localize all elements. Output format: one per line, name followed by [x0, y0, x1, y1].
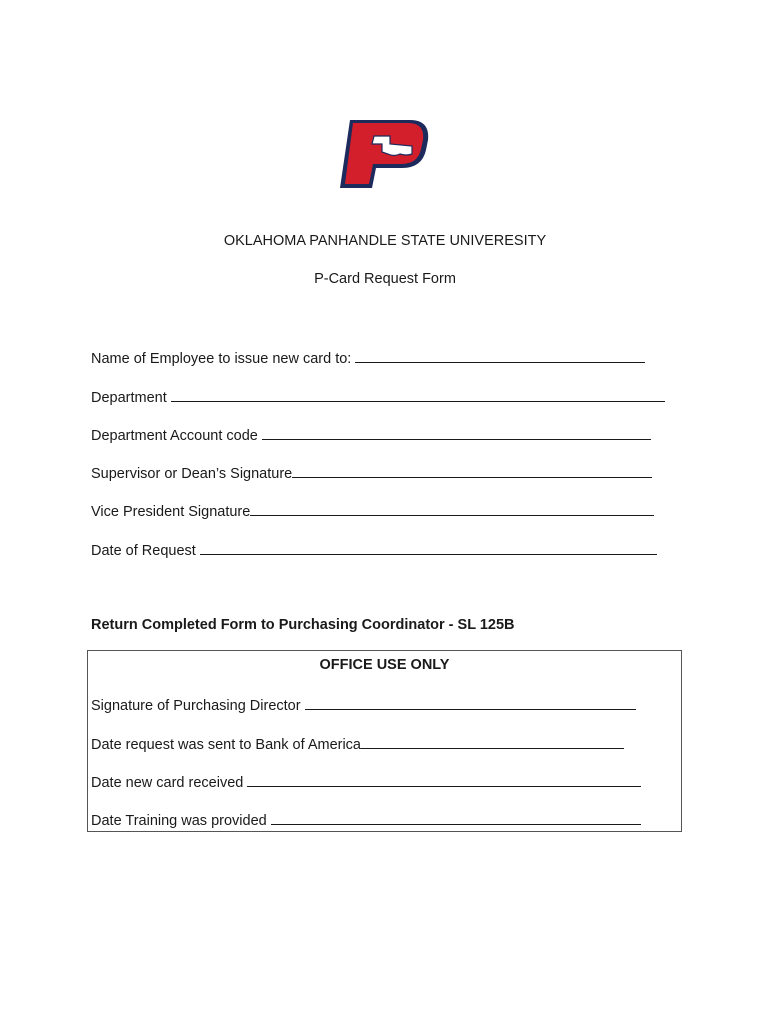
- card-received-date-blank[interactable]: [247, 772, 641, 787]
- field-label: Name of Employee to issue new card to:: [91, 351, 356, 367]
- return-instructions: Return Completed Form to Purchasing Coordinator - SL 125B: [91, 617, 515, 633]
- field-label: Department Account code: [91, 428, 262, 444]
- field-label: Vice President Signature: [91, 504, 251, 520]
- employee-name-blank[interactable]: [355, 348, 645, 363]
- field-label: Signature of Purchasing Director: [91, 698, 305, 714]
- department-blank[interactable]: [171, 387, 665, 402]
- field-label: Department: [91, 390, 171, 406]
- bank-sent-date-field[interactable]: [91, 734, 624, 753]
- training-date-blank[interactable]: [271, 810, 641, 825]
- purchasing-director-signature-field[interactable]: [91, 695, 636, 714]
- office-use-title: OFFICE USE ONLY: [319, 657, 450, 673]
- university-logo: [336, 114, 432, 192]
- supervisor-signature-blank[interactable]: [292, 463, 652, 478]
- form-title: P-Card Request Form: [314, 271, 456, 287]
- office-use-box: [87, 650, 682, 832]
- department-field[interactable]: [91, 387, 665, 406]
- field-label: Date Training was provided: [91, 813, 271, 829]
- field-label: Date request was sent to Bank of America: [91, 737, 361, 753]
- field-label: Supervisor or Dean’s Signature: [91, 466, 293, 482]
- training-date-field[interactable]: [91, 810, 641, 829]
- account-code-blank[interactable]: [262, 425, 651, 440]
- purchasing-director-blank[interactable]: [305, 695, 636, 710]
- request-date-field[interactable]: [91, 540, 657, 559]
- field-label: Date of Request: [91, 543, 200, 559]
- account-code-field[interactable]: [91, 425, 651, 444]
- vp-signature-field[interactable]: [91, 501, 654, 520]
- vp-signature-blank[interactable]: [250, 501, 654, 516]
- card-received-date-field[interactable]: [91, 772, 641, 791]
- field-label: Date new card received: [91, 775, 248, 791]
- bank-sent-date-blank[interactable]: [361, 734, 624, 749]
- university-name: OKLAHOMA PANHANDLE STATE UNIVERESITY: [223, 233, 547, 249]
- supervisor-signature-field[interactable]: [91, 463, 652, 482]
- employee-name-field[interactable]: [91, 348, 645, 367]
- request-date-blank[interactable]: [200, 540, 657, 555]
